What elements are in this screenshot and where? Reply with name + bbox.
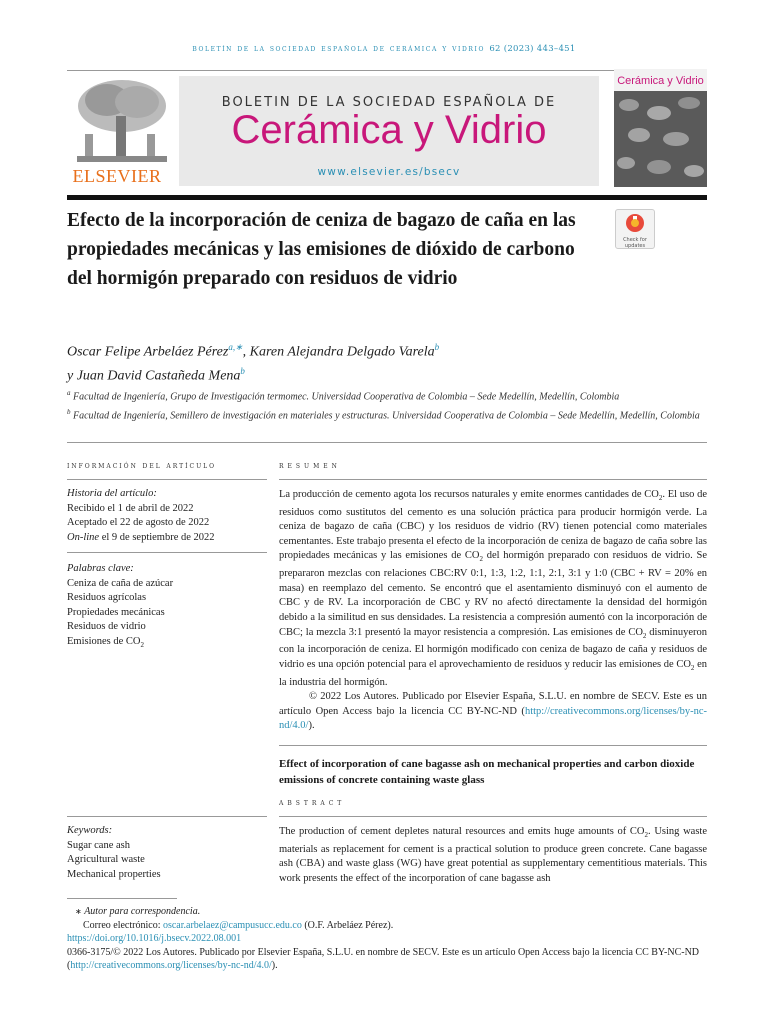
author-name[interactable]: y Juan David Castañeda Mena	[67, 368, 241, 384]
author-separator: ,	[242, 344, 250, 360]
corresponding-mark: ∗	[75, 907, 82, 916]
english-abstract	[279, 825, 707, 886]
resumen-heading: resumen	[279, 461, 341, 471]
keywords-en-rule	[67, 816, 267, 817]
corresponding-author	[67, 905, 707, 919]
license-link[interactable]: http://creativecommons.org/licenses/by-nc-nd/4.0/	[70, 960, 272, 971]
check-updates-label: Check for updates	[623, 237, 647, 249]
subscript: 2	[644, 831, 649, 840]
text-run: La producción de cemento agota los recursos naturales y emite enormes cantidades de CO	[279, 489, 659, 500]
check-for-updates-button[interactable]	[615, 209, 655, 249]
crossmark-icon	[625, 213, 645, 233]
keywords-en	[67, 824, 272, 882]
cover-micrograph-image	[614, 91, 707, 187]
email-line	[67, 919, 707, 933]
doi-link[interactable]: https://doi.org/10.1016/j.bsecv.2022.08.001	[67, 933, 242, 944]
running-header	[0, 44, 768, 54]
journal-url[interactable]: www.elsevier.es/bsecv	[317, 166, 461, 178]
keyword-item	[67, 635, 272, 653]
email-link[interactable]: oscar.arbelaez@campusucc.edu.co	[162, 919, 302, 931]
keyword-item: Residuos de vidrio	[67, 621, 146, 633]
affiliation-mark: a	[67, 389, 71, 397]
text-run: 0366-3175/© 2022 Los Autores. Publicado por Elsevier España, S.L.U. en nombre de SECV. Este es un artículo Open Access bajo la licencia CC BY-NC-ND (	[67, 946, 700, 971]
author-affiliation-mark[interactable]: b	[240, 365, 245, 376]
cover-title: Cerámica y Vidrio	[617, 75, 704, 87]
online-date	[67, 531, 272, 546]
keyword-en-list	[67, 839, 272, 883]
affiliation-text: Facultad de Ingeniería, Grupo de Investigación termomec. Universidad Cooperativa de Colombia – Sede Medellín, Medellín, Colombia	[73, 391, 620, 403]
resumen-paragraph	[279, 488, 707, 690]
affiliation-b	[67, 405, 707, 424]
author-name[interactable]: Oscar Felipe Arbeláez Pérez	[67, 344, 229, 360]
license-link[interactable]: http://creativecommons.org/licenses/by-nc-nd/4.0/	[279, 705, 707, 732]
subscript: 2	[479, 555, 483, 564]
keyword-item: Residuos agrícolas	[67, 592, 147, 604]
keyword-item: Sugar cane ash	[67, 839, 130, 851]
resumen-rule	[279, 479, 707, 480]
elsevier-tree-icon	[67, 76, 174, 168]
email-label: Correo electrónico:	[83, 919, 161, 931]
keywords-es	[67, 562, 272, 653]
corresponding-label: Autor para correspondencia.	[84, 906, 201, 917]
subscript: 2	[658, 494, 663, 503]
author-list	[67, 338, 687, 385]
subscript: 2	[690, 663, 695, 672]
keyword-item: Agricultural waste	[67, 854, 145, 866]
email-owner: (O.F. Arbeláez Pérez).	[301, 919, 394, 931]
journal-cover[interactable]	[614, 69, 707, 187]
cover-header	[614, 69, 707, 91]
text-run: disminuyeron con la incorporación de ceniza. El hormigón modificado con ceniza de bagazo de caña y residuos de vidrio es una opción potencial para el aprovechamiento de residuos y reducir las emisiones de CO	[279, 626, 708, 670]
keywords-en-label: Keywords:	[67, 825, 113, 836]
author-name[interactable]: Karen Alejandra Delgado Varela	[249, 344, 435, 360]
english-title: Effect of incorporation of cane bagasse ash on mechanical properties and carbon dioxide emissions of concrete containing waste glass	[279, 758, 695, 786]
english-rule	[279, 745, 707, 746]
text-run: . El uso de residuos como sustitutos del cemento es una solución práctica para producir hormigón verde. La ceniza de bagazo de caña (CBC) y los residuos de vidrio (RV) tienen potencial como materiales cementantes. Este trabajo presenta el efecto de la incorporación de ceniza de bagazo de caña sobre las propiedades mecánicas y las emisiones de CO	[279, 489, 708, 562]
footnotes	[67, 905, 707, 973]
history-label: Historia del artículo:	[67, 488, 157, 499]
affiliation-a	[67, 386, 707, 405]
keyword-list	[67, 577, 272, 653]
author-affiliation-mark[interactable]: a,∗	[228, 342, 243, 352]
section-rule	[67, 442, 707, 443]
article-title: Efecto de la incorporación de ceniza de bagazo de caña en las propiedades mecánicas y las emisiones de dióxido de carbono del hormigón preparado con residuos de vidrio	[67, 210, 576, 289]
text-run: en la industria del hormigón.	[279, 658, 707, 688]
info-rule	[67, 552, 267, 553]
subscript: 2	[642, 631, 647, 640]
resumen-text	[279, 488, 707, 734]
keyword-item: Propiedades mecánicas	[67, 606, 165, 618]
article-history	[67, 487, 272, 545]
keyword-item: Ceniza de caña de azúcar	[67, 577, 174, 589]
abstract-rule	[279, 816, 707, 817]
keywords-label: Palabras clave:	[67, 563, 134, 574]
text-run: . Using waste materials as replacement for cement is a practical solution to produce green concrete. Cane bagasse ash (CBA) and waste glass (WG) have great potential as supplementary cementitious materials. This work presents the effect of the incorporation of cane bagasse ash	[279, 826, 707, 884]
text-run: © 2022 Los Autores. Publicado por Elsevier España, S.L.U. en nombre de SECV. Este es un artículo Open Access bajo la licencia CC BY-NC-ND (	[279, 691, 707, 717]
affiliation-text: Facultad de Ingeniería, Semillero de investigación en materiales y estructuras. Universidad Cooperativa de Colombia – Sede Medellín, Medellín, Colombia	[73, 410, 700, 422]
article-info-heading: información del artículo	[67, 461, 217, 471]
accepted-date: Aceptado el 22 de agosto de 2022	[67, 517, 210, 529]
running-journal-title: boletín de la sociedad española de cerámica y vidrio	[192, 44, 485, 54]
affiliations	[67, 386, 707, 424]
copyright-line	[67, 946, 707, 973]
text-run: The production of cement depletes natural resources and emits huge amounts of CO	[279, 826, 645, 837]
journal-title: Cerámica y Vidrio	[231, 108, 547, 152]
info-rule	[67, 479, 267, 480]
author-affiliation-mark[interactable]: b	[434, 342, 440, 352]
volume-pages: 62 (2023) 443–451	[489, 44, 576, 54]
footnote-rule	[67, 898, 177, 899]
subscript: 2	[140, 641, 144, 650]
text-run: del hormigón preparado con residuos de vidrio. Se prepararon mezclas con relaciones CBC:RV 0:1, 1:3, 1:2, 1:1, 2:1, 3:1 y 1:0 (CBC + RV = 20% en masa) en reemplazo del cemento. Se encontró que el asentamiento disminuyó con el aumento de CBC y de RV. La incorporación de CBC y RV no afectó directamente la densidad del hormigón debido a la similitud en sus densidades. La resistencia a compresión aumentó con la incorporación de CBC; la mezcla 3:1 presentó la mayor resistencia a compresión. Las emisiones de CO	[279, 550, 707, 638]
elsevier-wordmark: ELSEVIER	[72, 166, 162, 186]
text-run: ).	[308, 720, 315, 732]
abstract-heading: abstract	[279, 798, 346, 808]
online-prefix: On-line	[67, 531, 100, 543]
text-run: ).	[271, 960, 278, 971]
header-rule	[67, 70, 707, 71]
keyword-item: Mechanical properties	[67, 868, 161, 880]
license-paragraph	[279, 690, 707, 734]
keyword-text: Emisiones de CO	[67, 635, 141, 647]
online-rest: el 9 de septiembre de 2022	[99, 531, 215, 543]
journal-supertitle: BOLETIN DE LA SOCIEDAD ESPAÑOLA DE	[221, 95, 557, 110]
received-date: Recibido el 1 de abril de 2022	[67, 502, 194, 514]
affiliation-mark: b	[67, 407, 71, 416]
title-rule	[67, 195, 707, 200]
